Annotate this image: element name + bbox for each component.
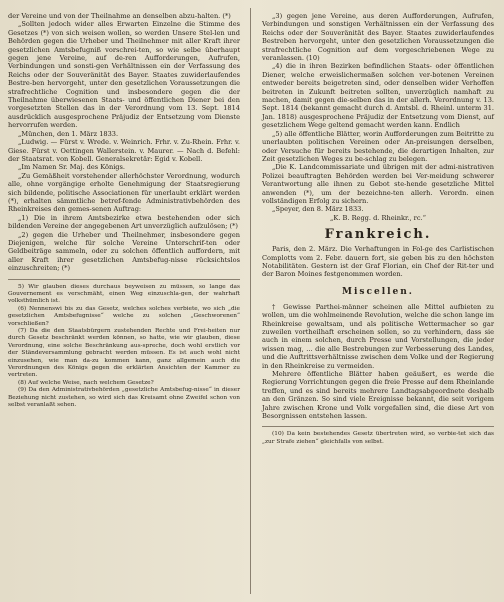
left-paragraph: „1) Die in ihrem Amtsbezirke etwa bestehenden oder sich bildenden Vereine der angegebenen Art unverzüglich aufzulösen; (*) (8, 213, 240, 231)
left-paragraph: „2) gegen die Urheber und Theilnehmer, insbesondere gegen Diejenigen, welche für solche Vereine Unterschrif-ten oder Geldbeiträge sammeln, oder zu solchen öffentlich auffordern, mit aller Kraft ihrer gesetzlichen Amtsbefug-nisse rücksichtslos einzuschreiten; (*) (8, 230, 240, 273)
right-paragraph: „Speyer, den 8. März 1833. (272, 205, 364, 214)
right-paragraph: „K. B. Regg. d. Rheinkr., rc.“ (330, 213, 426, 222)
left-footnote: (8) Auf welche Weise, nach welchem Gesetze? (18, 379, 154, 386)
right-paragraph: „Die K. Landcommissariate und übrigen mit der admi-nistrativen Polizei beauftragten Behörden werden bei Ver-meidung schwerer Verantwortung alle ihnen zu Gebot ste-hende gesetzliche Mittel anwenden (*), um der bezeichne-ten allerh. Verordn. einen vollständigen Erfolg zu sichern. (262, 163, 494, 205)
right-footnote: (10) Da kein bestehendes Gesetz übertreten wird, so verbie-tet sich das „zur Strafe ziehen“ gleichfalls von selbst. (262, 431, 494, 445)
left-footnote: (6) Nennenswi bis zu das Gesetz, welches solches verbiete, wo sich „die gesetzlichen Amtsbefugnisse“ welche zu solchen „Geschworenen“ vorschließen? (8, 305, 240, 327)
left-paragraph: „Zu Gemäßheit vorstehender allerhöchster Verordnung, wodurch alle, ohne vorgängige erholte Genehmigung der Staatsregierung sich bildende, politische Associationen für unerlaubt erklärt werden (*), erhalten sämmtliche betref-fende Administrativbehörden des Rheinkreises den gemes-senen Auftrag: (8, 171, 240, 214)
section-text-paris: Paris, den 2. März. Die Verhaftungen in Fol-ge des Carlistischen Complotts vom 2. Febr. dauern fort, sie geben bis zu den höchsten Notabilitäten. Gestern ist der Graf Florian, ein Chef der Rit-ter und der Baron Moines festgenommen worden. (262, 245, 494, 279)
right-column (262, 12, 494, 446)
left-paragraph: „Sollten jedoch wider alles Erwarten Einzelne die Stimme des Gesetzes (*) von sich weisen wollen, so werden Unsere Stel-len und Behörden gegen die Urheber und Theilnehmer mit aller Kraft ihrer gesetzlichen Amtsbefugniß vorschrei-ten, so wie selbe überhaupt gegen jene Vereine, auf de-ren Aufforderungen, Aufrufen, Verbindungen und sonsti-gen Verhältnissen ein der Verfassung des Reichs oder der Souveränität des Bayer. Staates zuwiderlaufendes Bestre-ben hervorgeht, unter den gesetzlichen Voraussetzungen die strafrechtliche Cognition und insbesondere gegen die der Theilnahme überwiesenen Staats- und öffentlichen Diener bei den vorgesetzten Stellen das in der Verordnung vom 13. Sept. 1814 ausdrücklich ausgesprochene Präjudiz der Entsetzung vom Dienste hervorrufen werden. (8, 20, 240, 130)
right-paragraph: „4) die in ihren Bezirken befindlichen Staats- oder öffentlichen Diener, welche erweislichermaßen solchen ver-botenen Vereinen entweder bereits beigetreten sind, oder denselben wider Verhoffen beitreten in Zukunft beitreten sollten, unverzüglich namhaft zu machen, damit gegen die-selben das in der allerh. Verordnung v. 13. Sept. 1814 (bekannt gemacht durch d. Amtsbl. d. Rheinl. unterm 31. Jan. 1818) ausgesprochene Präjudiz der Entsetzung vom Dienst, auf gesetzlichem Wege geltend gemacht werden kann. Endlich (262, 62, 494, 130)
misc-paragraph: Mehrere öffentliche Blätter haben geäußert, es werde die Regierung Vorrichtungen gegen die freie Presse auf dem Rheinlande treffen, und es sind bereits mehrere Landtagsabgeordnete deshalb an den Gränzen. So sind viele Ereignisse bekannt, die seit vorigem Jahre zwischen Krone und Volk vorgefallen sind, die diese Art von Besorgnissen entstehen lassen. (262, 370, 494, 421)
right-paragraph: „3) gegen jene Vereine, aus deren Aufforderungen, Aufrufen, Verbindungen und sonstigen Verhältnissen ein der Verfassung des Reichs oder der Souveränität des Bayer. Staates zuwiderlaufendes Bestreben hervorgeht, unter den gesetzlichen Voraussetzungen die strafrechtliche Cognition auf dem vorgeschriebenen Wege zu veranlassen. (10) (262, 12, 494, 63)
left-column (8, 12, 240, 410)
section-heading-frankreich: Frankreich. (324, 227, 432, 243)
left-paragraph: „Im Namen Sr. Maj. des Königs. (18, 163, 125, 172)
section-heading-miscellen: Miscellen. (342, 286, 414, 297)
column-divider (250, 8, 251, 594)
footnote-divider (262, 426, 494, 427)
left-footnote: (9) Da den Administrativbehörden „gesetzliche Amtsbefug-nisse“ in dieser Beziehung nicht zustehen, so wird sich das Kreisamt ohne Zweifel schon von selbst veranlaßt sehen. (8, 387, 240, 409)
left-paragraph: der Vereine und von der Theilnahme an denselben abzu-halten. (*) (8, 12, 231, 20)
left-paragraph: „Ludwig. — Fürst v. Wrede. v. Weinrich. Frhr. v. Zu-Rhein. Frhr. v. Giese. Fürst v. Oettingen Wallerstein. v. Maurer. — Nach d. Befehl: der Staatsrat. von Kobell. Generalsekretär: Egid v. Kobell. (8, 138, 240, 163)
left-paragraph: „München, den 1. März 1833. (18, 129, 119, 138)
misc-paragraph: † Gewisse Parthei-männer scheinen alle Mittel aufbieten zu wollen, um die wohlmeinende Revolution, welche die schon lange im Rheinkreise gewaltsam, und als politische Wettermacher so gar zuweilen vortheilhaft erscheinen sollen, so zu verhindern, dass sie auch in einem solchen, durch Presse und Vorstellungen, die jeder wissen mag, ... die alle Bestrebungen zur Verbesserung des Landes, und die Auftrittsverhältnisse zwischen dem Volke und der Regierung in den Rheinkreise zu vermeiden. (262, 302, 494, 370)
left-footnote: 5) Wir glauben dieses durchaus beyweisen zu müssen, so lange das Gouvernement es verschmäht, einen Weg einzuschla-gen, der wahrhaft volksthümlich ist. (8, 283, 240, 305)
left-footnote: (7) Da die den Staatsbürgern zustehenden Rechte und Frei-heiten nur durch Gesetz beschränkt werden können, so hatte, wie wir glauben, diese Verordnung, eine solche Beschränkung aus-spreche, doch wohl erstlich vor der Ständeversammlung gebracht werden müssen. Es ist auch wohl nicht einzusehen, wie man da-zu kommen kann, ganz allgemein auch die Verordnungen des Königs gegen die erklärten Ansichten der Kammer zu vertreten. (8, 328, 240, 379)
footnote-divider (8, 279, 240, 280)
right-paragraph: „5) alle öffentliche Blätter, worin Aufforderungen zum Beitritte zu unerlaubten politischen Vereinen oder An-preisungen derselben, oder Versuche für bereits bestehende, die derartigen Inhalten, zur Zeit gesetzlichen Weges zu be-schlag zu belegen. (262, 129, 494, 163)
